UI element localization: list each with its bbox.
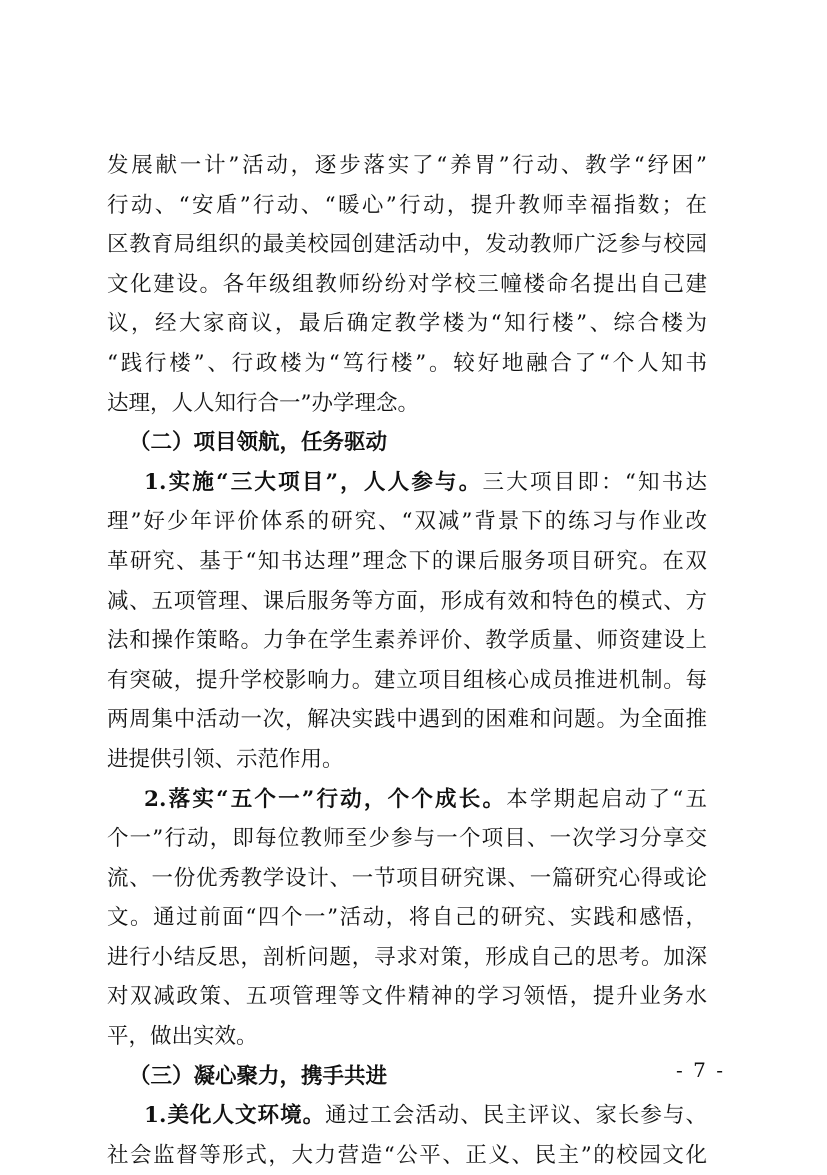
text-line: “践行楼”、行政楼为“笃行楼”。较好地融合了“个人知书 bbox=[107, 350, 707, 376]
text-line bbox=[107, 1096, 707, 1136]
paragraph-1 bbox=[107, 146, 707, 423]
text-line: 减、五项管理、课后服务等方面，形成有效和特色的模式、方 bbox=[107, 588, 707, 614]
text-line: 法和操作策略。力争在学生素养评价、教学质量、师资建设上 bbox=[107, 628, 707, 654]
text-line: 发展献一计”活动，逐步落实了“养胃”行动、教学“纾困” bbox=[107, 153, 707, 178]
text-line: 个一”行动，即每位教师至少参与一个项目、一次学习分享交 bbox=[107, 826, 707, 852]
text-line: 进提供引领、示范作用。 bbox=[107, 746, 344, 772]
item-2-first-rest: 本学期起启动了“五 bbox=[506, 786, 707, 812]
document-body bbox=[107, 146, 707, 1175]
text-line: 理”好少年评价体系的研究、“双减”背景下的练习与作业改 bbox=[107, 509, 707, 535]
text-line bbox=[107, 780, 707, 820]
item-3-first-rest: 通过工会活动、民主评议、家长参与、 bbox=[325, 1103, 707, 1129]
text-line: 有突破，提升学校影响力。建立项目组核心成员推进机制。每 bbox=[107, 667, 707, 693]
text-line: 文。通过前面“四个一”活动，将自己的研究、实践和感悟， bbox=[107, 905, 707, 931]
item-1-paragraph bbox=[107, 463, 707, 780]
text-line: 进行小结反思，剖析问题，寻求对策，形成自己的思考。加深 bbox=[107, 944, 707, 970]
text-line: 达理，人人知行合一”办学理念。 bbox=[107, 390, 419, 416]
text-line: 社会监督等形式，大力营造“公平、正义、民主”的校园文化 bbox=[107, 1142, 707, 1168]
text-line: 行动、“安盾”行动、“暖心”行动，提升教师幸福指数；在 bbox=[107, 192, 707, 218]
item-1-lead: 1.实施“三大项目”，人人参与。 bbox=[144, 469, 483, 495]
text-line: 平，做出实效。 bbox=[107, 1024, 258, 1050]
text-line: 两周集中活动一次，解决实践中遇到的困难和问题。为全面推 bbox=[107, 707, 707, 733]
text-line: 流、一份优秀教学设计、一节项目研究课、一篇研究心得或论 bbox=[107, 865, 707, 891]
page-number: - 7 - bbox=[676, 1058, 725, 1082]
text-line: 对双减政策、五项管理等文件精神的学习领悟，提升业务水 bbox=[107, 984, 707, 1010]
item-3-paragraph bbox=[107, 1096, 707, 1175]
text-line: 议，经大家商议，最后确定教学楼为“知行楼”、综合楼为 bbox=[107, 311, 707, 337]
text-line bbox=[107, 463, 707, 503]
section-heading-2: （二）项目领航，任务驱动 bbox=[129, 430, 388, 456]
item-2-lead: 2.落实“五个一”行动，个个成长。 bbox=[144, 786, 507, 812]
item-1-first-rest: 三大项目即：“知书达 bbox=[482, 469, 707, 495]
item-3-lead: 1.美化人文环境。 bbox=[144, 1103, 326, 1129]
section-heading-3: （三）凝心聚力，携手共进 bbox=[129, 1063, 388, 1089]
text-line: 区教育局组织的最美校园创建活动中，发动教师广泛参与校园 bbox=[107, 232, 707, 258]
item-2-paragraph bbox=[107, 780, 707, 1057]
text-line: 文化建设。各年级组教师纷纷对学校三幢楼命名提出自己建 bbox=[107, 271, 707, 297]
text-line: 革研究、基于“知书达理”理念下的课后服务项目研究。在双 bbox=[107, 548, 707, 574]
